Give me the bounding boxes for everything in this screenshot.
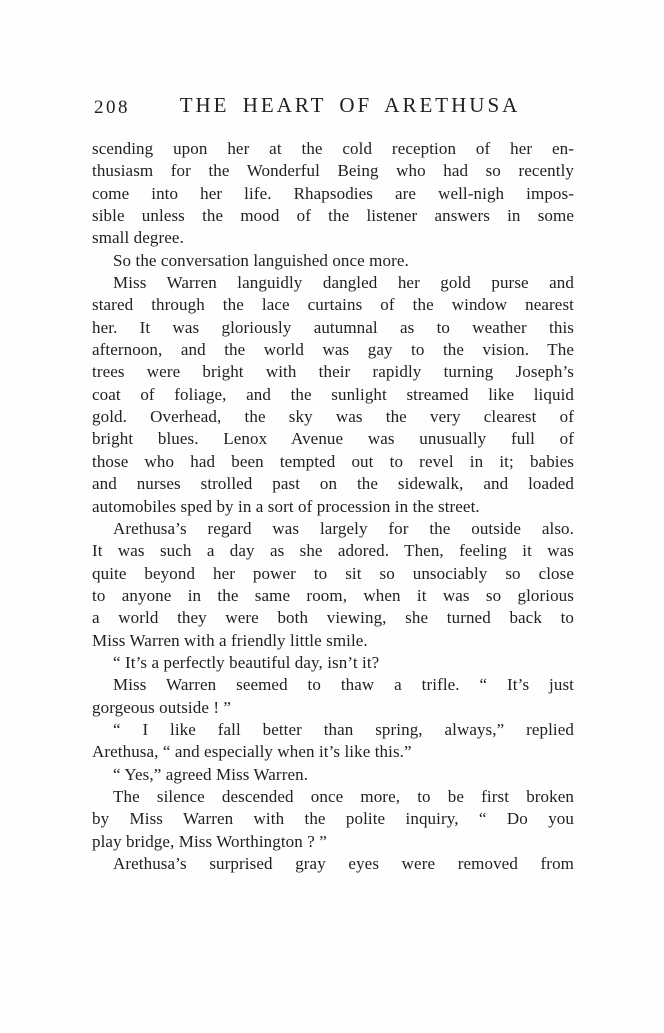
text-line: trees were bright with their rapidly turning Joseph’s — [92, 362, 574, 382]
text-line: “ Yes,” agreed Miss Warren. — [113, 764, 309, 784]
text-line: Arethusa, “ and especially when it’s like this.” — [92, 742, 412, 762]
text-line: bright blues. Lenox Avenue was unusually full of — [92, 429, 574, 449]
text-line: automobiles sped by in a sort of procession in the street. — [92, 496, 480, 516]
text-line: coat of foliage, and the sunlight streamed like liquid — [92, 384, 574, 404]
paragraph — [92, 719, 574, 764]
paragraph — [92, 272, 574, 518]
text-line: gorgeous outside ! ” — [92, 697, 232, 717]
page-number: 208 — [94, 97, 130, 118]
text-line: Arethusa’s surprised gray eyes were removed from — [113, 854, 574, 873]
paragraph — [92, 138, 574, 250]
paragraph — [92, 674, 574, 719]
text-line: Miss Warren languidly dangled her gold purse and — [113, 273, 574, 293]
text-block — [92, 138, 574, 875]
text-line: a world they were both viewing, she turned back to — [92, 608, 574, 628]
text-line: It was such a day as she adored. Then, feeling it was — [92, 541, 574, 561]
text-line: stared through the lace curtains of the window nearest — [92, 295, 574, 315]
text-line: quite beyond her power to sit so unsociably so close — [92, 563, 574, 583]
running-title: THE HEART OF ARETHUSA — [179, 93, 521, 117]
text-line: The silence descended once more, to be first broken — [113, 786, 574, 806]
paragraph — [92, 764, 574, 786]
text-line: to anyone in the same room, when it was so glorious — [92, 585, 574, 605]
text-line: thusiasm for the Wonderful Being who had so recently — [92, 161, 574, 181]
paragraph — [92, 250, 574, 272]
text-line: “ I like fall better than spring, always,” replied — [113, 719, 574, 739]
text-line: gold. Overhead, the sky was the very clearest of — [92, 407, 574, 427]
paragraph — [92, 518, 574, 652]
text-line: those who had been tempted out to revel in it; babies — [92, 451, 574, 471]
text-line: her. It was gloriously autumnal as to weather this — [92, 317, 574, 337]
text-line: Miss Warren with a friendly little smile. — [92, 630, 368, 650]
text-line: and nurses strolled past on the sidewalk, and loaded — [92, 474, 574, 494]
text-line: scending upon her at the cold reception of her en- — [92, 139, 574, 158]
text-line: Arethusa’s regard was largely for the outside also. — [113, 518, 574, 538]
text-line: by Miss Warren with the polite inquiry, “ Do you — [92, 809, 574, 829]
paragraph — [92, 786, 574, 853]
paragraph — [92, 853, 574, 875]
page-header — [92, 93, 574, 121]
text-line: small degree. — [92, 228, 184, 248]
text-line: afternoon, and the world was gay to the vision. The — [92, 340, 574, 360]
text-line: Miss Warren seemed to thaw a trifle. “ It’s just — [113, 675, 574, 695]
text-line: play bridge, Miss Worthington ? ” — [92, 831, 327, 851]
paragraph — [92, 652, 574, 674]
text-line: sible unless the mood of the listener answers in some — [92, 206, 574, 226]
text-line: come into her life. Rhapsodies are well-nigh impos- — [92, 183, 574, 203]
text-line: “ It’s a perfectly beautiful day, isn’t it? — [113, 652, 380, 672]
text-line: So the conversation languished once more. — [113, 250, 409, 270]
